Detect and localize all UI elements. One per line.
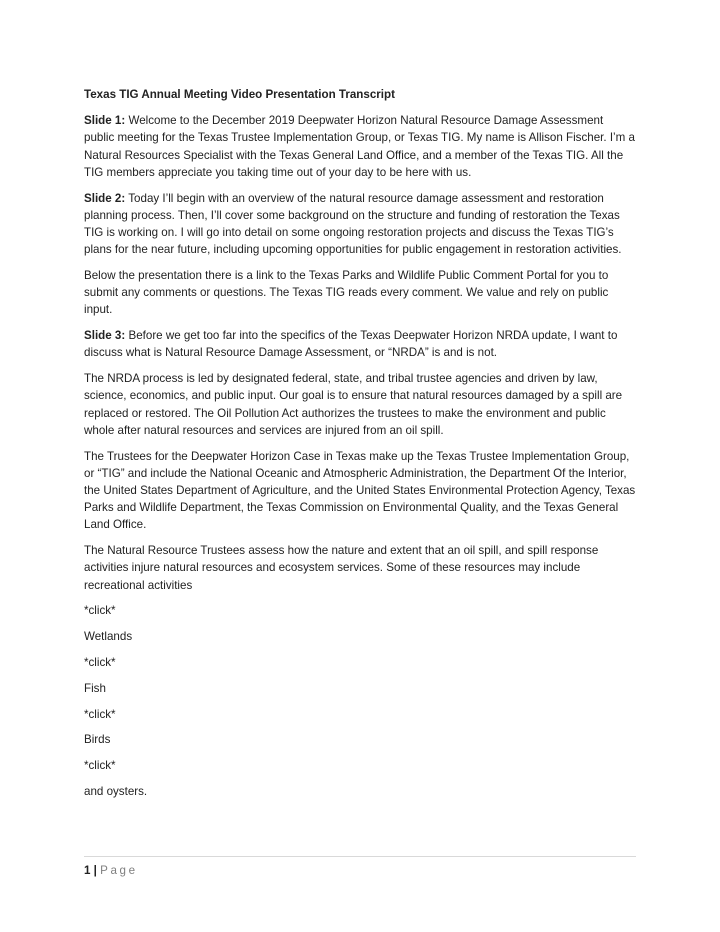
slide-label: Slide 3: — [84, 329, 126, 343]
page-footer — [84, 856, 636, 879]
paragraph-wetlands: Wetlands — [84, 630, 133, 644]
paragraph-click: *click* — [84, 707, 116, 721]
paragraph-trustees — [84, 448, 636, 534]
slide-label: Slide 1: — [84, 114, 126, 128]
paragraph-text: The NRDA process is led by designated federal, state, and tribal trustee agencies and driven by law, science, economics, and public input. Our goal is to ensure that natural resources damaged by a spill are replaced or restored. The Oil Pollution Act authorizes the trustees to make the environment and public whole after natural resources and services are injured from an oil spill. — [84, 372, 623, 437]
paragraph-oysters: and oysters. — [84, 785, 148, 799]
paragraph-text: The Trustees for the Deepwater Horizon Case in Texas make up the Texas Trustee Implementation Group, or “TIG” and include the National Oceanic and Atmospheric Administration, the Department Of the Interior, the United States Department of Agriculture, and the United States Environmental Protection Agency, Texas Parks and Wildlife Department, the Texas Commission on Environmental Quality, and the Texas General Land Office. — [84, 449, 636, 532]
page-separator: | — [90, 864, 101, 877]
document-body — [84, 86, 636, 809]
paragraph-birds: Birds — [84, 733, 111, 747]
paragraph-slide-2 — [84, 190, 636, 259]
paragraph-click: *click* — [84, 759, 116, 773]
paragraph-slide-1 — [84, 112, 636, 181]
paragraph-text: Today I’ll begin with an overview of the natural resource damage assessment and restoration planning process. Then, I’ll cover some background on the structure and funding of restoration the Texas TIG is working on. I will go into detail on some ongoing restoration projects and discuss the Texas TIG’s plans for the near future, including upcoming opportunities for public engagement in restoration activities. — [84, 191, 622, 257]
page-indicator — [84, 862, 636, 879]
paragraph-click: *click* — [84, 656, 116, 670]
slide-label: Slide 2: — [84, 191, 126, 205]
paragraph-text: Welcome to the December 2019 Deepwater Horizon Natural Resource Damage Assessment public meeting for the Texas Trustee Implementation Group, or Texas TIG. My name is Allison Fischer. I’m a Natural Resources Specialist with the Texas General Land Office, and a member of the Texas TIG. All the TIG members appreciate you taking time out of your day to be here with us. — [84, 114, 635, 179]
paragraph-comment-portal — [84, 267, 636, 319]
paragraph-text: Before we get too far into the specifics of the Texas Deepwater Horizon NRDA update, I want to discuss what is Natural Resource Damage Assessment, or “NRDA” is and is not. — [84, 329, 618, 360]
paragraph-text: Below the presentation there is a link to the Texas Parks and Wildlife Public Comment Portal for you to submit any comments or questions. The Texas TIG reads every comment. We value and rely on public input. — [84, 269, 609, 317]
paragraph-nrda-process — [84, 370, 636, 439]
paragraph-slide-3 — [84, 327, 636, 361]
document-title: Texas TIG Annual Meeting Video Presentation Transcript — [84, 88, 395, 101]
footer-divider — [84, 856, 636, 857]
paragraph-assessment — [84, 542, 636, 594]
paragraph-fish: Fish — [84, 681, 106, 695]
paragraph-click: *click* — [84, 604, 116, 618]
paragraph-text: The Natural Resource Trustees assess how the nature and extent that an oil spill, and spill response activities injure natural resources and ecosystem services. Some of these resources may include recreational activities — [84, 544, 599, 592]
page-number: 1 — [84, 864, 91, 877]
page-label: Page — [100, 864, 138, 877]
